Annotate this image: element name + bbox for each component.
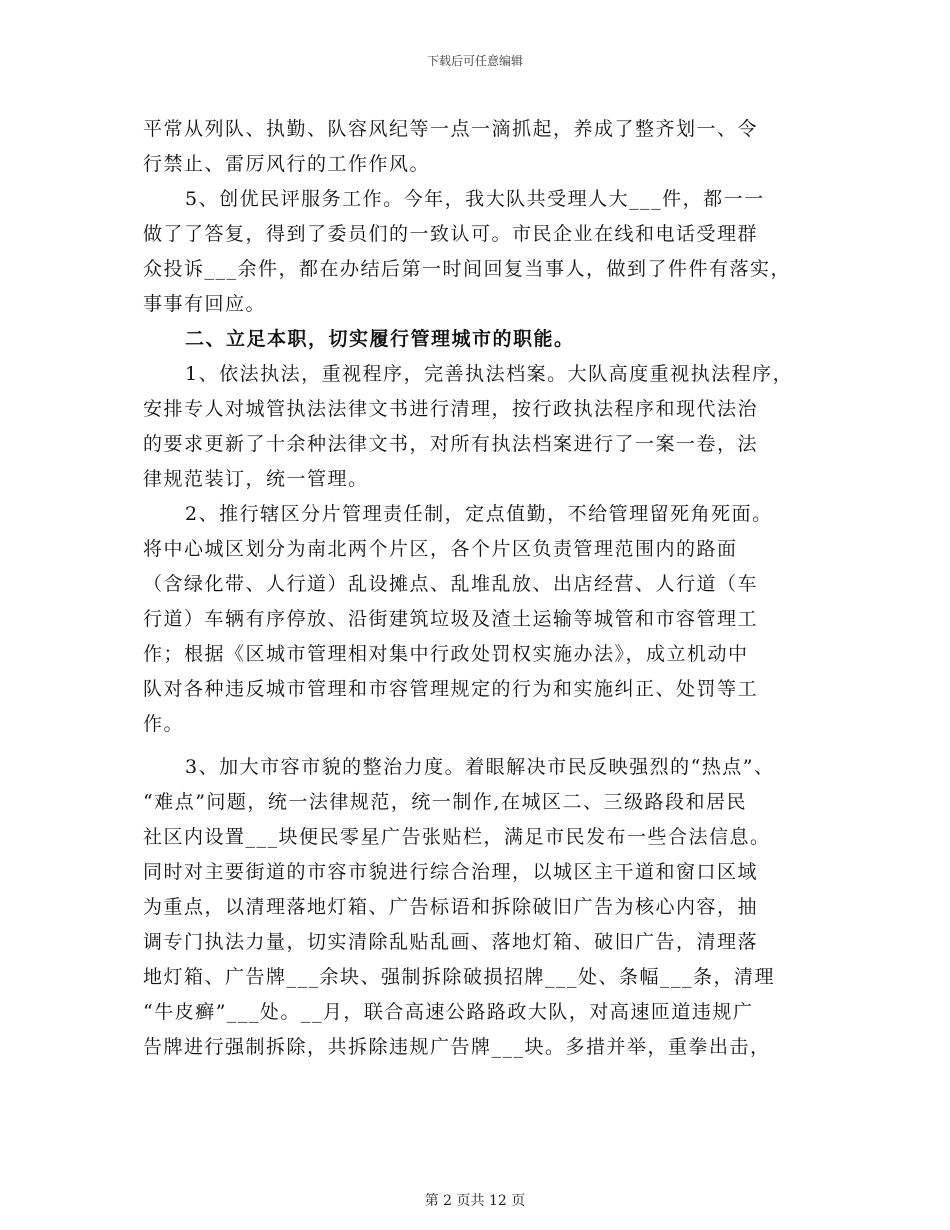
- text-line: “牛皮癣”___处。__月，联合高速公路路政大队，对高速匝道违规广: [143, 1001, 754, 1023]
- text-line: 行禁止、雷厉风行的工作作风。: [143, 153, 431, 175]
- text-line: 律规范装订，统一管理。: [143, 468, 369, 490]
- section-heading: 二、立足本职，切实履行管理城市的职能。: [185, 328, 575, 350]
- text-line: 同时对主要街道的市容市貌进行综合治理，以城区主干道和窗口区域: [143, 861, 759, 883]
- text-line: 事事有回应。: [143, 293, 267, 315]
- text-line: （含绿化带、人行道）乱设摊点、乱堆乱放、出店经营、人行道（车: [143, 573, 759, 595]
- text-line: 安排专人对城管执法法律文书进行清理，按行政执法程序和现代法治: [143, 398, 759, 420]
- text-line: 做了了答复，得到了委员们的一致认可。市民企业在线和电话受理群: [143, 223, 759, 245]
- document-body: [143, 112, 809, 1065]
- text-line: 调专门执法力量，切实清除乱贴乱画、落地灯箱、破旧广告，清理落: [143, 931, 759, 953]
- text-line: 平常从列队、执勤、队容风纪等一点一滴抓起，养成了整齐划一、令: [143, 118, 759, 140]
- text-line: “难点”问题，统一法律规范，统一制作,在城区二、三级路段和居民: [143, 791, 747, 813]
- text-line: 1、依法执法，重视程序，完善执法档案。大队高度重视执法程序，: [185, 363, 794, 385]
- text-line: 的要求更新了十余种法律文书，对所有执法档案进行了一案一卷，法: [143, 433, 759, 455]
- text-line: 告牌进行强制拆除，共拆除违规广告牌___块。多措并举，重拳出击，: [143, 1036, 771, 1058]
- text-line: 行道）车辆有序停放、沿街建筑垃圾及渣土运输等城管和市容管理工: [143, 608, 759, 630]
- text-line: 众投诉___余件，都在办结后第一时间回复当事人，做到了件件有落实，: [143, 258, 792, 280]
- text-line: 5、创优民评服务工作。今年，我大队共受理人大___件，都一一: [185, 188, 765, 210]
- text-line: 作；根据《区城市管理相对集中行政处罚权实施办法》，成立机动中: [143, 643, 749, 665]
- text-line: 队对各种违反城市管理和市容管理规定的行为和实施纠正、处罚等工: [143, 678, 759, 700]
- page-header: 下载后可任意编辑: [426, 54, 523, 68]
- text-line: 作。: [143, 713, 185, 735]
- text-line: 3、加大市容市貌的整治力度。着眼解决市民反映强烈的“热点”、: [185, 756, 775, 778]
- text-line: 社区内设置___块便民零星广告张贴栏，满足市民发布一些合法信息。: [143, 826, 771, 848]
- page-footer: 第 2 页共 12 页: [424, 1193, 526, 1209]
- text-line: 将中心城区划分为南北两个片区，各个片区负责管理范围内的路面: [143, 538, 738, 560]
- text-line: 地灯箱、广告牌___余块、强制拆除破损招牌___处、条幅___条，清理: [143, 966, 776, 988]
- text-line: 为重点，以清理落地灯箱、广告标语和拆除破旧广告为核心内容，抽: [143, 896, 759, 918]
- text-line: 2、推行辖区分片管理责任制，定点值勤，不给管理留死角死面。: [185, 503, 773, 525]
